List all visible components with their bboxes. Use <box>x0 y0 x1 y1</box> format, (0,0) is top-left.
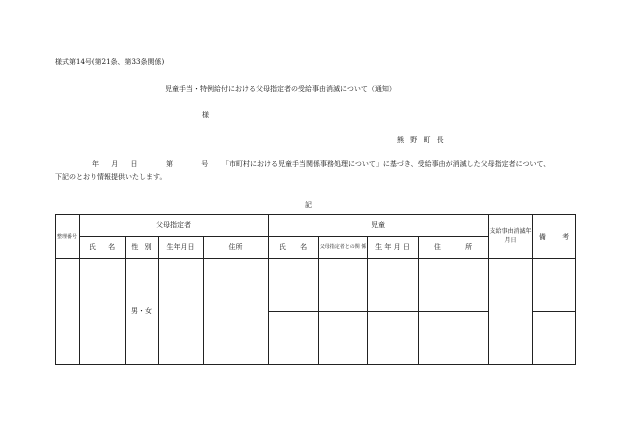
header-parent-sex: 性 別 <box>131 243 152 251</box>
parent-sex-value: 男・女 <box>131 307 152 315</box>
table-hline-header <box>55 258 576 259</box>
header-child-address: 住 所 <box>433 243 473 251</box>
addressee-suffix: 様 <box>202 111 209 119</box>
header-remarks: 備 考 <box>538 232 570 241</box>
body-date: 年 月 日 <box>92 160 138 168</box>
header-child-dob: 生 年 月 日 <box>375 243 410 251</box>
table-border-bottom <box>55 364 576 365</box>
ki-label: 記 <box>305 201 312 209</box>
table-hline-remarks-mid <box>532 311 576 312</box>
header-parent-name: 氏 名 <box>88 243 116 251</box>
header-parent-group: 父母指定者 <box>156 221 191 229</box>
document-title: 児童手当・特例給付における父母指定者の受給事由消滅について（通知） <box>165 85 396 93</box>
header-serial: 整理番号 <box>56 234 77 240</box>
header-end-date: 支給事由消滅年月日 <box>489 228 532 244</box>
body-line2: 下記のとおり情報提供いたします。 <box>55 173 167 181</box>
table-hline-child-mid <box>268 311 488 312</box>
header-child-group: 児童 <box>371 221 385 229</box>
body-line1: 「市町村における児童手当関係事務処理について」に基づき、受給事由が消滅した父母指定者について、 <box>222 160 551 168</box>
body-number: 第 号 <box>166 160 209 168</box>
form-number: 様式第14号(第21条、第33条関係) <box>55 58 165 66</box>
sender: 熊 野 町 長 <box>397 136 444 144</box>
header-parent-address: 住所 <box>228 243 243 251</box>
header-child-name: 氏 名 <box>278 243 308 251</box>
header-child-relation: 父母指定者との関 係 <box>319 243 367 250</box>
header-parent-dob: 生年月日 <box>166 243 195 251</box>
